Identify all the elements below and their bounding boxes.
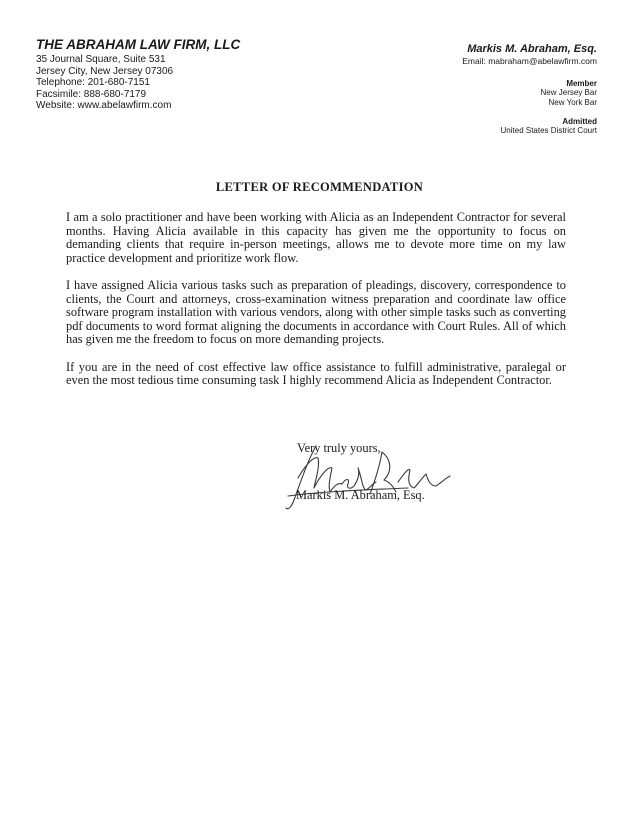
signer-name: Markis M. Abraham, Esq. [296, 488, 425, 502]
letter-body [66, 211, 566, 402]
attorney-name: Markis M. Abraham, Esq. [467, 43, 597, 55]
firm-address-line2: Jersey City, New Jersey 07306 [36, 65, 174, 77]
admitted-heading: Admitted [562, 117, 597, 126]
letterhead-attorney-block [297, 43, 597, 136]
member-block [297, 79, 597, 108]
admitted-item: United States District Court [500, 126, 597, 135]
body-paragraph: I am a solo practitioner and have been working with Alicia as an Independent Contractor for several months. Having Alicia available in this capacity has given me the opportunity to focus on demanding clients that require in-person meetings, allows me to devote more time on my law practice development and prioritize work flow. [66, 210, 566, 265]
firm-facsimile: Facsimile: 888-680-7179 [36, 88, 147, 100]
admitted-block [297, 117, 597, 136]
member-item: New York Bar [548, 98, 597, 107]
firm-address-line1: 35 Journal Square, Suite 531 [36, 54, 166, 65]
attorney-email: Email: mabraham@abelawfirm.com [462, 56, 597, 66]
firm-telephone: Telephone: 201-680-7151 [36, 77, 150, 88]
member-heading: Member [566, 79, 597, 88]
letterhead-firm-block [36, 37, 336, 112]
member-item: New Jersey Bar [540, 88, 597, 97]
firm-website: Website: www.abelawfirm.com [36, 100, 172, 111]
firm-name: THE ABRAHAM LAW FIRM, LLC [36, 37, 241, 52]
closing-salutation: Very truly yours, [297, 441, 381, 455]
body-paragraph: I have assigned Alicia various tasks such as preparation of pleadings, discovery, correspondence to clients, the Court and attorneys, cross-examination witness preparation and coordinate law office software program installation with various vendors, along with other simple tasks such as converting pdf documents to word format aligning the documents in accordance with Court Rules. All of which has given me the freedom to focus on more demanding projects. [66, 278, 566, 346]
body-paragraph: If you are in the need of cost effective law office assistance to fulfill administrative, paralegal or even the most tedious time consuming task I highly recommend Alicia as Independent Contractor. [66, 359, 566, 387]
letter-title: LETTER OF RECOMMENDATION [215, 180, 424, 194]
